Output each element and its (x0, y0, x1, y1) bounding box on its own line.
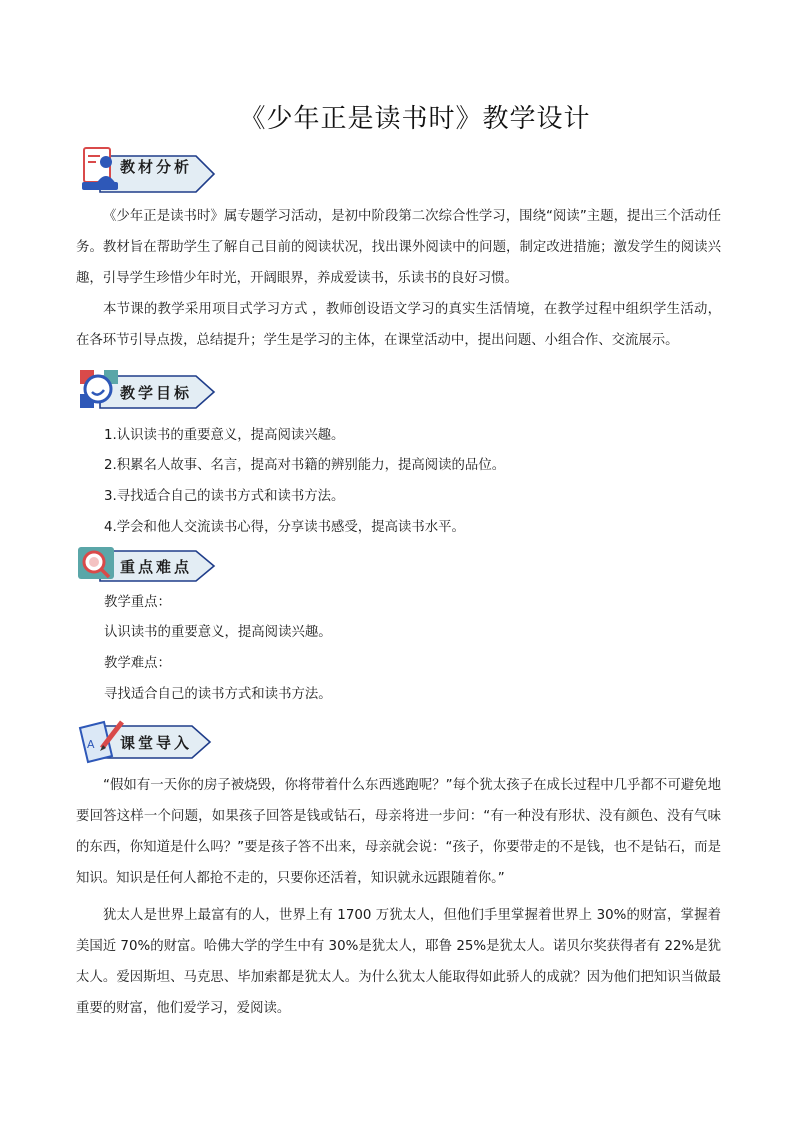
intro-paragraph-1: “假如有一天你的房子被烧毁，你将带着什么东西逃跑呢？”每个犹太孩子在成长过程中几乎都不可避免地要回答这样一个问题，如果孩子回答是钱或钻石，母亲将进一步问：“有一种没有形状、没有颜色、没有气味的东西，你知道是什么吗？”要是孩子答不出来，母亲就会说：“孩子，你要带走的不是钱，也不是钻石，而是知识。知识是任何人都抢不走的，只要你还活着，知识就永远跟随着你。” (76, 778, 721, 886)
section-heading-analysis (78, 144, 218, 190)
section-heading-label: 教材分析 (120, 158, 193, 176)
svg-text:A: A (87, 738, 95, 751)
goal-item-1: 1.认识读书的重要意义，提高阅读兴趣。 (104, 428, 345, 443)
goal-item-4: 4.学会和他人交流读书心得，分享读书感受，提高读书水平。 (104, 520, 465, 535)
goal-item-2: 2.积累名人故事、名言，提高对书籍的辨别能力，提高阅读的品位。 (104, 458, 506, 473)
search-magnifier-icon (78, 547, 114, 579)
section-heading-label: 重点难点 (120, 558, 193, 576)
difficulty-label: 教学难点： (104, 656, 171, 671)
section-heading-label: 课堂导入 (120, 734, 193, 752)
section-heading-label: 教学目标 (120, 384, 193, 402)
analysis-paragraph-1: 《少年正是读书时》属专题学习活动，是初中阶段第二次综合性学习，围绕“阅读”主题，提出三个活动任务。教材旨在帮助学生了解自己目前的阅读状况，找出课外阅读中的问题，制定改进措施；激发学生的阅读兴趣，引导学生珍惜少年时光，开阔眼界，养成爱读书，乐读书的良好习惯。 (76, 209, 721, 286)
focus-label: 教学重点： (104, 595, 171, 610)
difficulty-text: 寻找适合自己的读书方式和读书方法。 (104, 687, 332, 702)
section-heading-goals (78, 368, 218, 414)
section-heading-intro (78, 718, 218, 764)
analysis-paragraph-2: 本节课的教学采用项目式学习方式 ，教师创设语文学习的真实生活情境，在教学过程中组织学生活动，在各环节引导点拨，总结提升；学生是学习的主体，在课堂活动中，提出问题、小组合作、交流展示。 (76, 302, 721, 348)
intro-paragraph-2: 犹太人是世界上最富有的人，世界上有 1700 万犹太人，但他们手里掌握着世界上 30%的财富，掌握着美国近 70%的财富。哈佛大学的学生中有 30%是犹太人，耶鲁 25%是犹太人。诺贝尔奖获得者有 22%是犹太人。爱因斯坦、马克思、毕加索都是犹太人。为什么犹太人能取得如此骄人的成就？因为他们把知识当做最重要的财富，他们爱学习，爱阅读。 (76, 908, 721, 1016)
page-title: 《少年正是读书时》教学设计 (239, 104, 591, 134)
focus-text: 认识读书的重要意义，提高阅读兴趣。 (104, 625, 332, 640)
section-heading-keypoints (78, 545, 218, 591)
goal-item-3: 3.寻找适合自己的读书方式和读书方法。 (104, 489, 345, 504)
